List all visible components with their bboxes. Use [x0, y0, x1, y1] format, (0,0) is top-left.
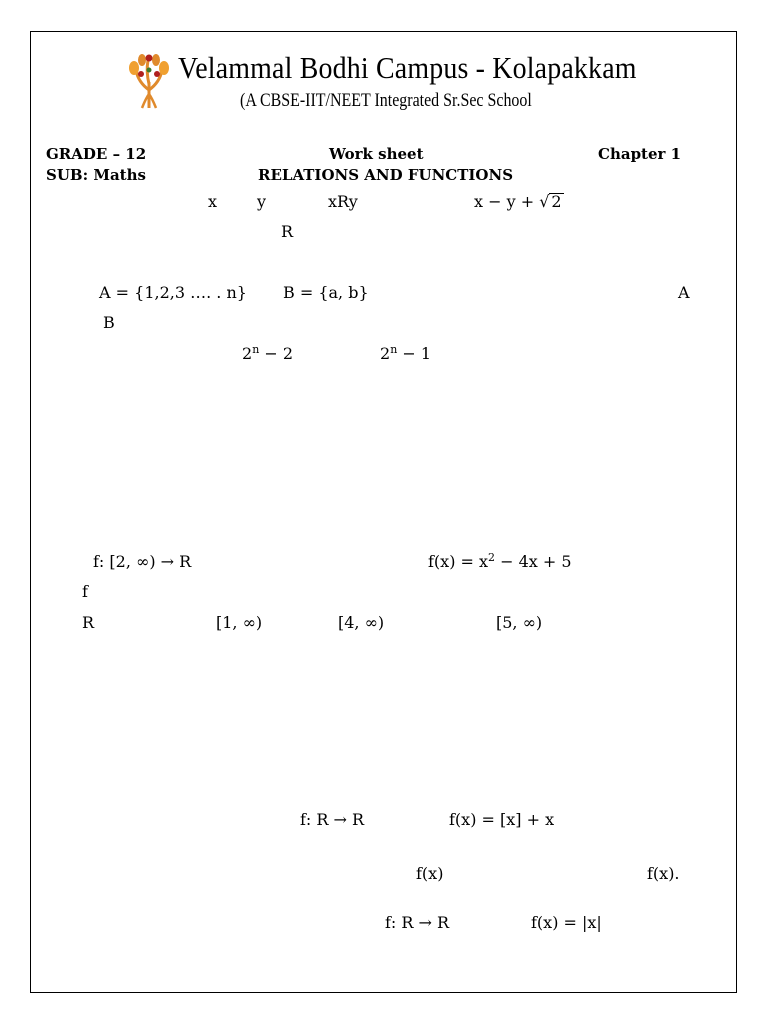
q3-option-2: [4, ∞) — [338, 613, 385, 632]
chapter-label: Chapter 1 — [598, 145, 682, 163]
q2-option-1: $2^n - 2$ — [242, 343, 294, 363]
topic-label: RELATIONS AND FUNCTIONS — [258, 166, 514, 184]
q4-definition-1: f(x) = [x] + x — [449, 810, 555, 829]
q3-f: f — [82, 582, 88, 601]
q1-R: R — [281, 222, 294, 241]
q3-option-3: [5, ∞) — [496, 613, 543, 632]
q2-A: A — [678, 283, 690, 302]
q4-definition-2: f(x) = |x| — [531, 913, 602, 932]
q2-set-b: B = {a, b} — [283, 283, 369, 302]
q1-x: x — [208, 192, 218, 211]
school-logo-icon — [126, 52, 172, 110]
q3-R: R — [82, 613, 95, 632]
grade-label: GRADE – 12 — [46, 145, 147, 163]
q4-fx: f(x) — [416, 864, 444, 883]
school-subtitle: (A CBSE-IIT/NEET Integrated Sr.Sec School — [240, 90, 532, 111]
q4-mapping-1: f: R → R — [300, 810, 365, 829]
q1-root: 2 — [551, 192, 562, 211]
worksheet-label: Work sheet — [329, 145, 424, 163]
q1-xRy: xRy — [328, 192, 358, 211]
q2-set-a: A = {1,2,3 …. . n} — [99, 283, 247, 302]
subject-label: SUB: Maths — [46, 166, 146, 184]
q2-B: B — [103, 313, 115, 332]
q3-option-1: [1, ∞) — [216, 613, 263, 632]
q4-mapping-2: f: R → R — [385, 913, 450, 932]
q4-fx-end: f(x). — [647, 864, 680, 883]
q1-y: y — [257, 192, 267, 211]
q3-mapping: f: [2, ∞) → R — [93, 552, 192, 571]
q1-expression: x − y + √ 2 — [474, 192, 562, 211]
school-name: Velammal Bodhi Campus - Kolapakkam — [178, 50, 637, 85]
q2-option-2: $2^n - 1$ — [380, 343, 432, 363]
q3-function: $f(x) = x^2 - 4x + 5$ — [428, 551, 572, 571]
